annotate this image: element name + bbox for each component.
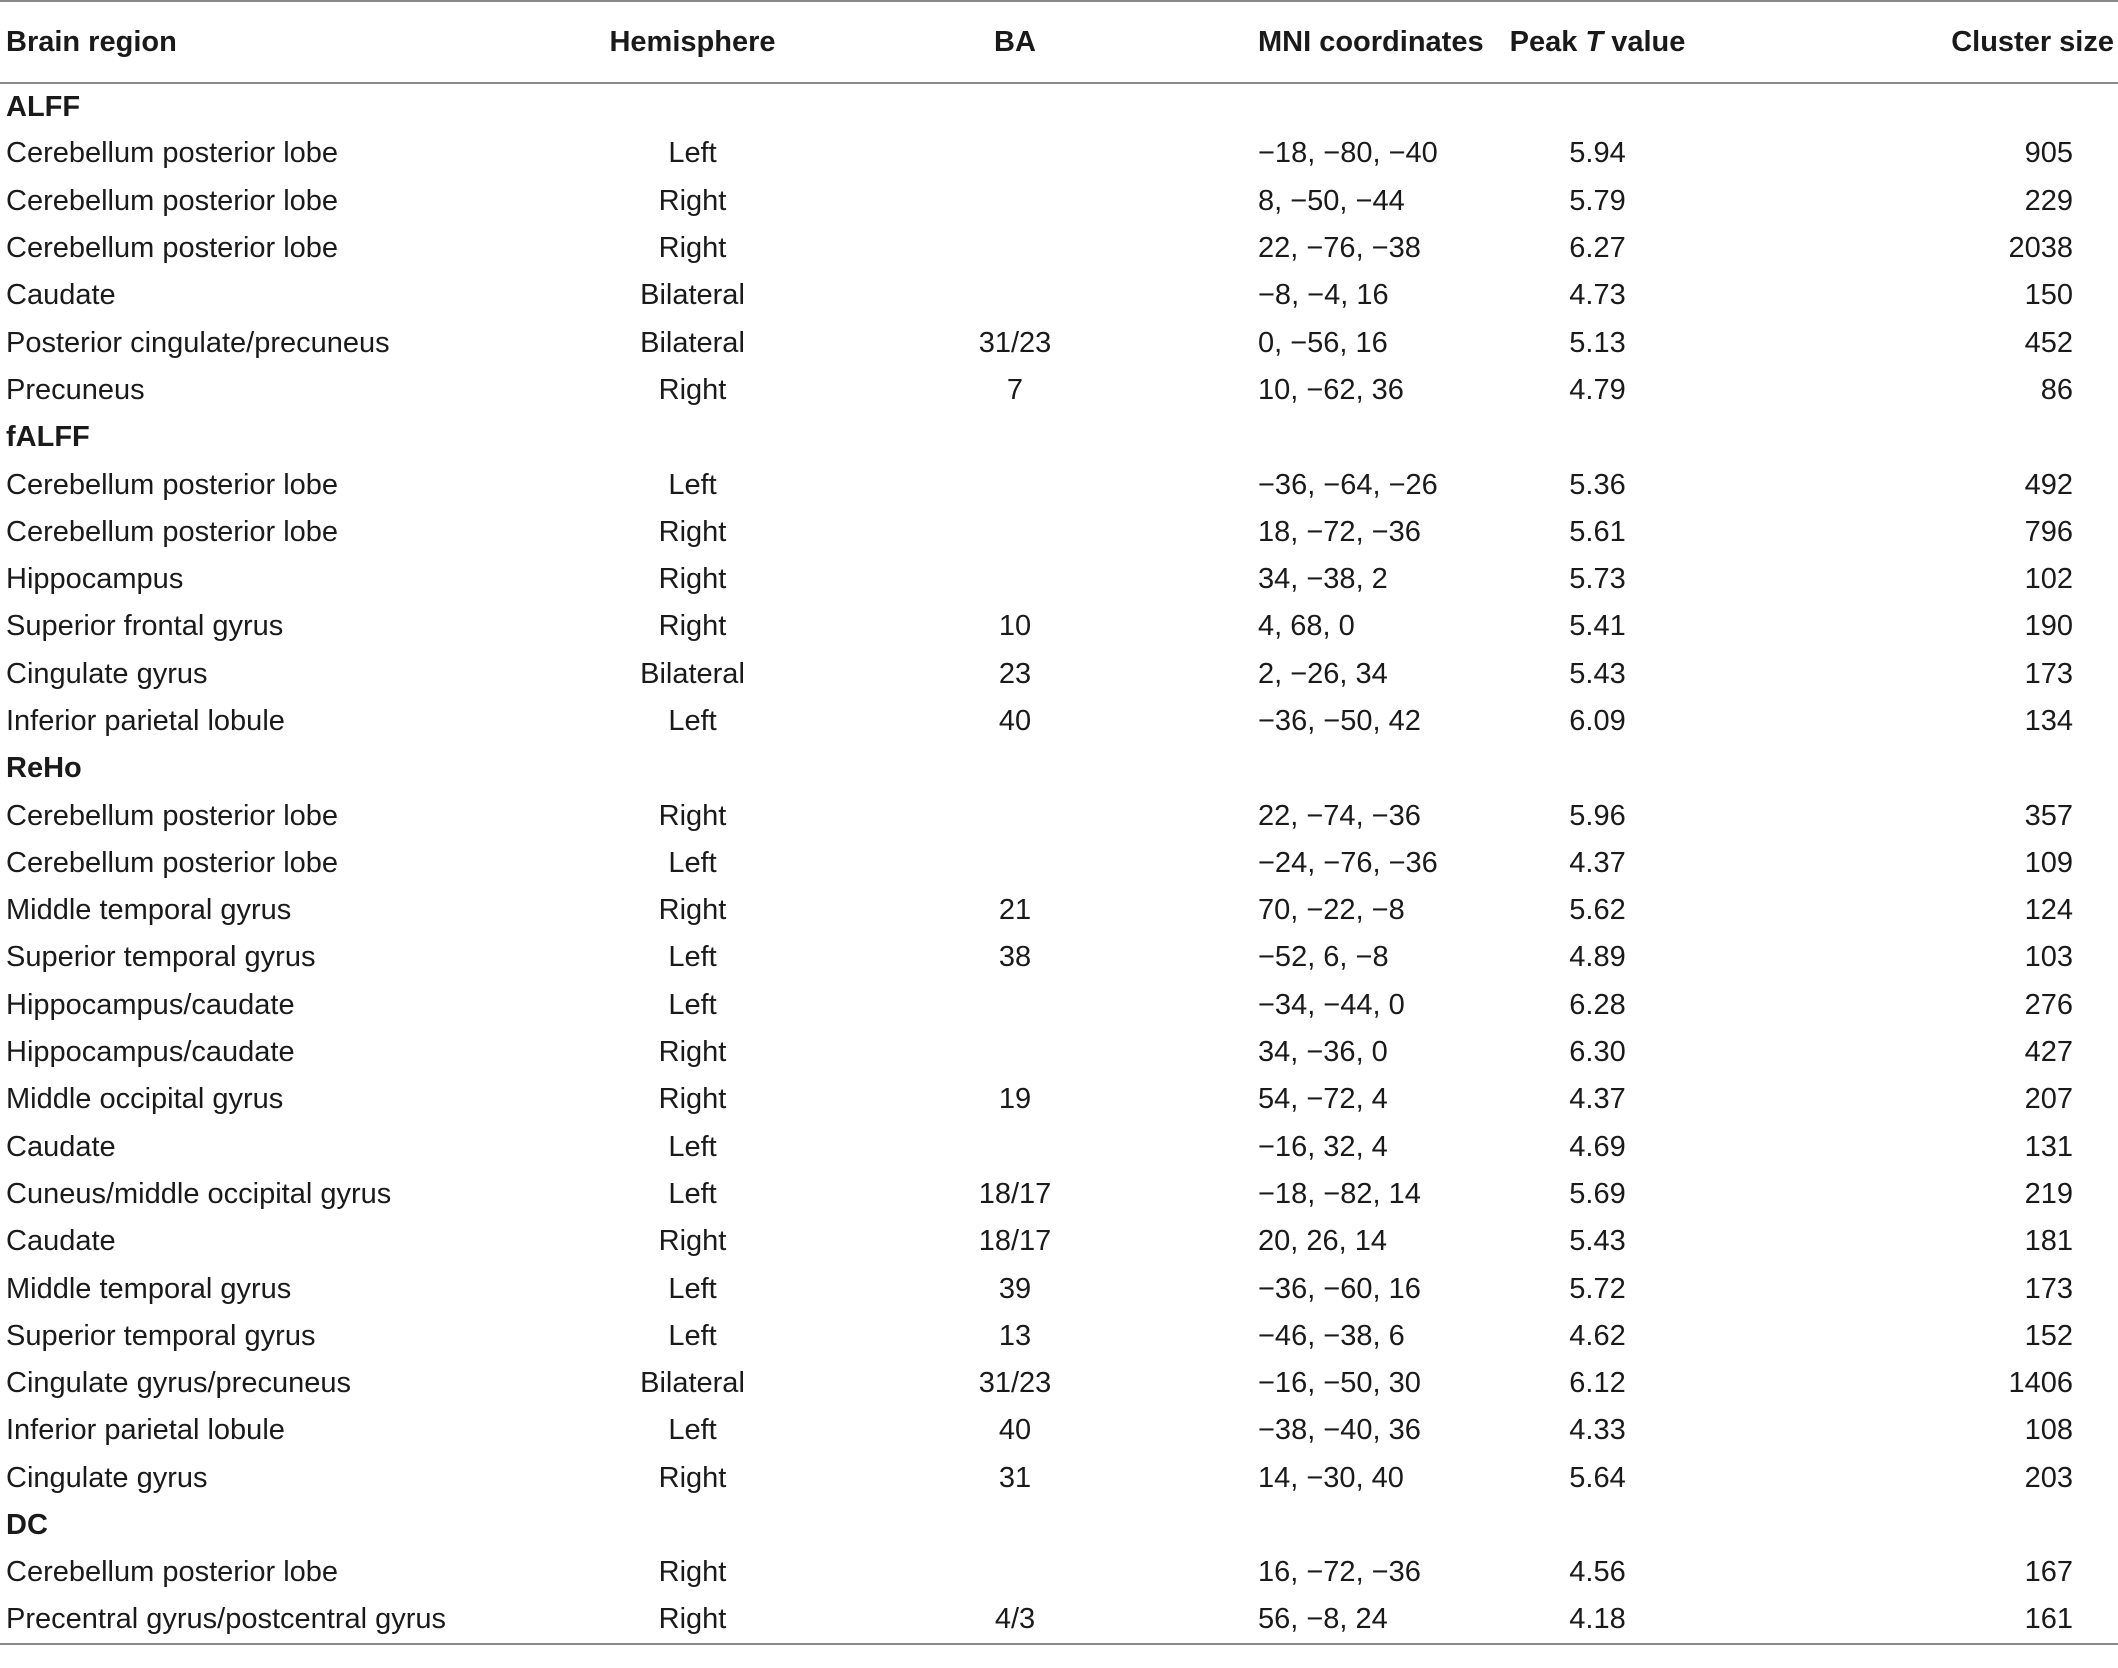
header-peak-t: T — [1585, 25, 1604, 58]
cell-peak-t-value: 4.89 — [1569, 941, 1626, 974]
cell-ba: 13 — [998, 1319, 1032, 1352]
cell-cluster-size: 150 — [2024, 279, 2073, 312]
cell-peak-t-value: 5.96 — [1569, 799, 1626, 832]
cell-cluster-size: 124 — [2024, 894, 2073, 927]
table-row — [0, 840, 2118, 887]
cell-hemisphere: Right — [658, 1083, 727, 1116]
cell-mni-coordinates: −36, −50, 42 — [1258, 705, 1421, 737]
cell-cluster-size: 190 — [2024, 610, 2073, 643]
cell-ba — [780, 556, 1250, 603]
cell-cluster-size: 167 — [2024, 1556, 2073, 1589]
cell-brain-region: Cingulate gyrus — [6, 657, 208, 690]
table-row — [0, 1076, 2118, 1123]
cell-ba — [780, 792, 1250, 839]
cell-mni-coordinates: −36, −60, 16 — [1258, 1272, 1421, 1305]
cell-hemisphere: Right — [658, 610, 727, 643]
cell-ba — [780, 225, 1250, 272]
table-row — [0, 1265, 2118, 1312]
cell-mni-coordinates: −8, −4, 16 — [1258, 279, 1389, 312]
cell-cluster-size: 173 — [2024, 1272, 2073, 1305]
cell-mni-coordinates: −36, −64, −26 — [1258, 468, 1438, 501]
cell-peak-t-value: 5.13 — [1569, 326, 1626, 359]
cell-cluster-size: 905 — [2024, 137, 2073, 170]
cell-peak-t-value: 4.33 — [1569, 1414, 1626, 1447]
cell-cluster-size: 102 — [2024, 563, 2073, 596]
cell-brain-region: Hippocampus/caudate — [6, 988, 295, 1021]
cell-ba: 39 — [998, 1272, 1032, 1305]
cell-mni-coordinates: 54, −72, 4 — [1258, 1083, 1388, 1116]
cell-brain-region: Hippocampus — [6, 563, 184, 596]
cell-ba — [780, 272, 1250, 319]
cell-cluster-size: 1406 — [2008, 1367, 2073, 1400]
cell-mni-coordinates: −16, 32, 4 — [1258, 1130, 1388, 1163]
cell-mni-coordinates: 18, −72, −36 — [1258, 515, 1421, 548]
cell-peak-t-value: 5.43 — [1569, 1225, 1626, 1258]
cell-mni-coordinates: 8, −50, −44 — [1258, 184, 1405, 217]
cell-hemisphere: Left — [668, 137, 717, 170]
header-hemisphere: Hemisphere — [605, 1, 780, 83]
cell-peak-t-value: 6.12 — [1569, 1367, 1626, 1400]
cell-mni-coordinates: 34, −36, 0 — [1258, 1036, 1388, 1069]
cell-hemisphere: Left — [668, 468, 717, 501]
cell-cluster-size: 103 — [2024, 941, 2073, 974]
header-peak-t-value — [1495, 1, 1700, 83]
cell-ba: 31/23 — [978, 326, 1052, 359]
header-row — [0, 1, 2118, 83]
cell-hemisphere: Bilateral — [640, 326, 745, 359]
cell-ba — [780, 1029, 1250, 1076]
table-row — [0, 509, 2118, 556]
cell-cluster-size: 207 — [2024, 1083, 2073, 1116]
cell-brain-region: Superior temporal gyrus — [6, 941, 316, 974]
cell-peak-t-value: 4.69 — [1569, 1130, 1626, 1163]
header-cluster-size: Cluster size — [1700, 1, 2118, 83]
cell-cluster-size: 173 — [2024, 657, 2073, 690]
cell-brain-region: Middle temporal gyrus — [6, 894, 292, 927]
cell-mni-coordinates: −52, 6, −8 — [1258, 941, 1389, 974]
table-row — [0, 319, 2118, 366]
section-row — [0, 414, 2118, 461]
cell-brain-region: Precuneus — [6, 373, 145, 406]
cell-peak-t-value: 4.73 — [1569, 279, 1626, 312]
cell-mni-coordinates: 22, −74, −36 — [1258, 799, 1421, 832]
table-row — [0, 1124, 2118, 1171]
cell-mni-coordinates: −46, −38, 6 — [1258, 1319, 1405, 1352]
cell-brain-region: Middle temporal gyrus — [6, 1272, 292, 1305]
table-row — [0, 934, 2118, 981]
table-row — [0, 603, 2118, 650]
cell-cluster-size: 134 — [2024, 705, 2073, 737]
table-row — [0, 225, 2118, 272]
cell-brain-region: Caudate — [6, 279, 116, 312]
cell-ba: 31 — [998, 1461, 1032, 1494]
cell-hemisphere: Left — [668, 705, 717, 737]
cell-peak-t-value: 5.62 — [1569, 894, 1626, 927]
table-row — [0, 367, 2118, 414]
cell-mni-coordinates: 2, −26, 34 — [1258, 657, 1388, 690]
cell-cluster-size: 276 — [2024, 988, 2073, 1021]
cell-cluster-size: 492 — [2024, 468, 2073, 501]
section-label: ReHo — [6, 752, 82, 785]
cell-mni-coordinates: −24, −76, −36 — [1258, 846, 1438, 879]
cell-peak-t-value: 6.28 — [1569, 988, 1626, 1021]
table-row — [0, 178, 2118, 225]
cell-peak-t-value: 6.27 — [1569, 232, 1626, 265]
cell-ba: 38 — [998, 941, 1032, 974]
cell-mni-coordinates: 70, −22, −8 — [1258, 894, 1405, 927]
section-row — [0, 745, 2118, 792]
cell-ba: 23 — [998, 657, 1032, 690]
cell-hemisphere: Right — [658, 232, 727, 265]
cell-mni-coordinates: −16, −50, 30 — [1258, 1367, 1421, 1400]
section-label: fALFF — [6, 421, 90, 454]
cell-brain-region: Middle occipital gyrus — [6, 1083, 284, 1116]
cell-peak-t-value: 5.64 — [1569, 1461, 1626, 1494]
cell-ba: 19 — [998, 1083, 1032, 1116]
cell-mni-coordinates: 10, −62, 36 — [1258, 373, 1404, 406]
cell-ba: 40 — [998, 1414, 1032, 1447]
cell-mni-coordinates: 0, −56, 16 — [1258, 326, 1388, 359]
cell-mni-coordinates: −38, −40, 36 — [1258, 1414, 1421, 1447]
cell-ba — [780, 840, 1250, 887]
cell-peak-t-value: 4.56 — [1569, 1556, 1626, 1589]
table-body — [0, 83, 2118, 1644]
cell-hemisphere: Right — [658, 563, 727, 596]
cell-hemisphere: Right — [658, 894, 727, 927]
table-row — [0, 792, 2118, 839]
cell-brain-region: Hippocampus/caudate — [6, 1036, 295, 1069]
table-row — [0, 698, 2118, 745]
cell-cluster-size: 203 — [2024, 1461, 2073, 1494]
table-row — [0, 1313, 2118, 1360]
section-row — [0, 83, 2118, 130]
cell-brain-region: Caudate — [6, 1130, 116, 1163]
table-row — [0, 1597, 2118, 1644]
cell-brain-region: Inferior parietal lobule — [6, 1414, 285, 1447]
cell-mni-coordinates: 56, −8, 24 — [1250, 1597, 1495, 1644]
cell-brain-region: Cerebellum posterior lobe — [6, 137, 339, 170]
cell-cluster-size: 427 — [2024, 1036, 2073, 1069]
cell-peak-t-value: 5.72 — [1569, 1272, 1626, 1305]
cell-peak-t-value: 4.18 — [1495, 1597, 1700, 1644]
cell-brain-region: Cerebellum posterior lobe — [6, 184, 339, 217]
cell-peak-t-value: 4.37 — [1569, 846, 1626, 879]
cell-brain-region: Superior temporal gyrus — [6, 1319, 316, 1352]
cell-cluster-size: 219 — [2024, 1177, 2073, 1210]
cell-cluster-size: 86 — [2040, 373, 2073, 406]
cell-brain-region: Precentral gyrus/postcentral gyrus — [0, 1597, 605, 1644]
table-row — [0, 461, 2118, 508]
cell-hemisphere: Left — [668, 1130, 717, 1163]
cell-peak-t-value: 5.94 — [1569, 137, 1626, 170]
cell-hemisphere: Right — [658, 1556, 727, 1589]
cell-cluster-size: 452 — [2024, 326, 2073, 359]
cell-ba — [780, 982, 1250, 1029]
cell-ba: 18/17 — [978, 1225, 1052, 1258]
cell-brain-region: Cerebellum posterior lobe — [6, 1556, 339, 1589]
table-row — [0, 1218, 2118, 1265]
cell-cluster-size: 161 — [1700, 1597, 2118, 1644]
table-header — [0, 1, 2118, 83]
table-row — [0, 1407, 2118, 1454]
cell-cluster-size: 108 — [2024, 1414, 2073, 1447]
cell-cluster-size: 181 — [2024, 1225, 2073, 1258]
header-brain-region: Brain region — [0, 1, 605, 83]
table-row — [0, 1171, 2118, 1218]
cell-ba: 18/17 — [978, 1177, 1052, 1210]
cell-brain-region: Cuneus/middle occipital gyrus — [6, 1177, 392, 1210]
cell-peak-t-value: 4.79 — [1569, 373, 1626, 406]
cell-peak-t-value: 4.37 — [1569, 1083, 1626, 1116]
cell-peak-t-value: 5.36 — [1569, 468, 1626, 501]
table-row — [0, 130, 2118, 177]
cell-hemisphere: Left — [668, 1414, 717, 1447]
cell-brain-region: Cerebellum posterior lobe — [6, 846, 339, 879]
section-label: ALFF — [6, 90, 81, 123]
cell-ba: 31/23 — [978, 1367, 1052, 1400]
table-row — [0, 887, 2118, 934]
cell-cluster-size: 109 — [2024, 846, 2073, 879]
header-ba: BA — [780, 1, 1250, 83]
cell-brain-region: Cerebellum posterior lobe — [6, 799, 339, 832]
cell-cluster-size: 796 — [2024, 515, 2073, 548]
cell-peak-t-value: 6.09 — [1569, 705, 1626, 737]
cell-brain-region: Cerebellum posterior lobe — [6, 515, 339, 548]
table-row — [0, 1455, 2118, 1502]
table-row — [0, 982, 2118, 1029]
table-row — [0, 556, 2118, 603]
cell-hemisphere: Right — [658, 515, 727, 548]
cell-ba — [780, 461, 1250, 508]
cell-peak-t-value: 5.73 — [1569, 563, 1626, 596]
header-mni-coordinates — [1250, 1, 1495, 83]
cell-cluster-size: 2038 — [2008, 232, 2073, 265]
cell-hemisphere: Right — [658, 1036, 727, 1069]
cell-hemisphere: Right — [658, 184, 727, 217]
section-label: DC — [6, 1509, 48, 1542]
cell-hemisphere: Bilateral — [640, 657, 745, 690]
cell-ba: 4/3 — [780, 1597, 1250, 1644]
cell-ba — [780, 1549, 1250, 1596]
cell-peak-t-value: 5.61 — [1569, 515, 1626, 548]
cell-brain-region: Cerebellum posterior lobe — [6, 468, 339, 501]
cell-hemisphere: Left — [668, 941, 717, 974]
table-row — [0, 1549, 2118, 1596]
cell-brain-region: Caudate — [6, 1225, 116, 1258]
cell-mni-coordinates: 20, 26, 14 — [1258, 1225, 1387, 1258]
cell-brain-region: Cingulate gyrus/precuneus — [6, 1367, 351, 1400]
cell-brain-region: Inferior parietal lobule — [6, 705, 285, 737]
header-peak-suffix: value — [1603, 25, 1686, 58]
header-mni-label: MNI coordinates — [1258, 25, 1484, 58]
cell-ba: 40 — [998, 705, 1032, 737]
cell-brain-region: Posterior cingulate/precuneus — [6, 326, 390, 359]
cell-mni-coordinates: −18, −82, 14 — [1258, 1177, 1421, 1210]
table-row — [0, 651, 2118, 698]
cell-hemisphere: Left — [668, 1177, 717, 1210]
cell-hemisphere: Right — [658, 373, 727, 406]
cell-brain-region: Superior frontal gyrus — [6, 610, 284, 643]
cell-mni-coordinates: 4, 68, 0 — [1258, 610, 1355, 643]
cell-hemisphere: Bilateral — [640, 1367, 745, 1400]
section-row — [0, 1502, 2118, 1549]
cell-hemisphere: Left — [668, 988, 717, 1021]
cell-ba — [780, 1124, 1250, 1171]
table-row — [0, 1029, 2118, 1076]
cell-ba: 21 — [998, 894, 1032, 927]
cell-hemisphere: Right — [658, 1225, 727, 1258]
cell-hemisphere: Right — [605, 1597, 780, 1644]
cell-hemisphere: Left — [668, 846, 717, 879]
cell-peak-t-value: 5.69 — [1569, 1177, 1626, 1210]
table-row — [0, 1360, 2118, 1407]
cell-ba: 7 — [1006, 373, 1024, 406]
cell-ba — [780, 509, 1250, 556]
cell-ba — [780, 130, 1250, 177]
cell-mni-coordinates: 16, −72, −36 — [1258, 1556, 1421, 1589]
cell-cluster-size: 152 — [2024, 1319, 2073, 1352]
cell-hemisphere: Bilateral — [640, 279, 745, 312]
cell-cluster-size: 131 — [2024, 1130, 2073, 1163]
cell-mni-coordinates: −18, −80, −40 — [1258, 137, 1438, 170]
cell-cluster-size: 357 — [2024, 799, 2073, 832]
cell-mni-coordinates: 14, −30, 40 — [1258, 1461, 1404, 1494]
cell-hemisphere: Left — [668, 1319, 717, 1352]
cell-peak-t-value: 5.43 — [1569, 657, 1626, 690]
cell-peak-t-value: 4.62 — [1569, 1319, 1626, 1352]
cell-brain-region: Cingulate gyrus — [6, 1461, 208, 1494]
cell-mni-coordinates: 34, −38, 2 — [1258, 563, 1388, 596]
table-row — [0, 272, 2118, 319]
header-peak-prefix: Peak — [1509, 25, 1586, 58]
cell-cluster-size: 229 — [2024, 184, 2073, 217]
cell-hemisphere: Left — [668, 1272, 717, 1305]
cell-ba: 10 — [998, 610, 1032, 643]
cell-ba — [780, 178, 1250, 225]
cell-brain-region: Cerebellum posterior lobe — [6, 232, 339, 265]
cell-peak-t-value: 5.79 — [1569, 184, 1626, 217]
cell-peak-t-value: 5.41 — [1569, 610, 1626, 643]
cell-peak-t-value: 6.30 — [1569, 1036, 1626, 1069]
cell-mni-coordinates: 22, −76, −38 — [1258, 232, 1421, 265]
cell-hemisphere: Right — [658, 799, 727, 832]
cell-hemisphere: Right — [658, 1461, 727, 1494]
cell-mni-coordinates: −34, −44, 0 — [1258, 988, 1405, 1021]
